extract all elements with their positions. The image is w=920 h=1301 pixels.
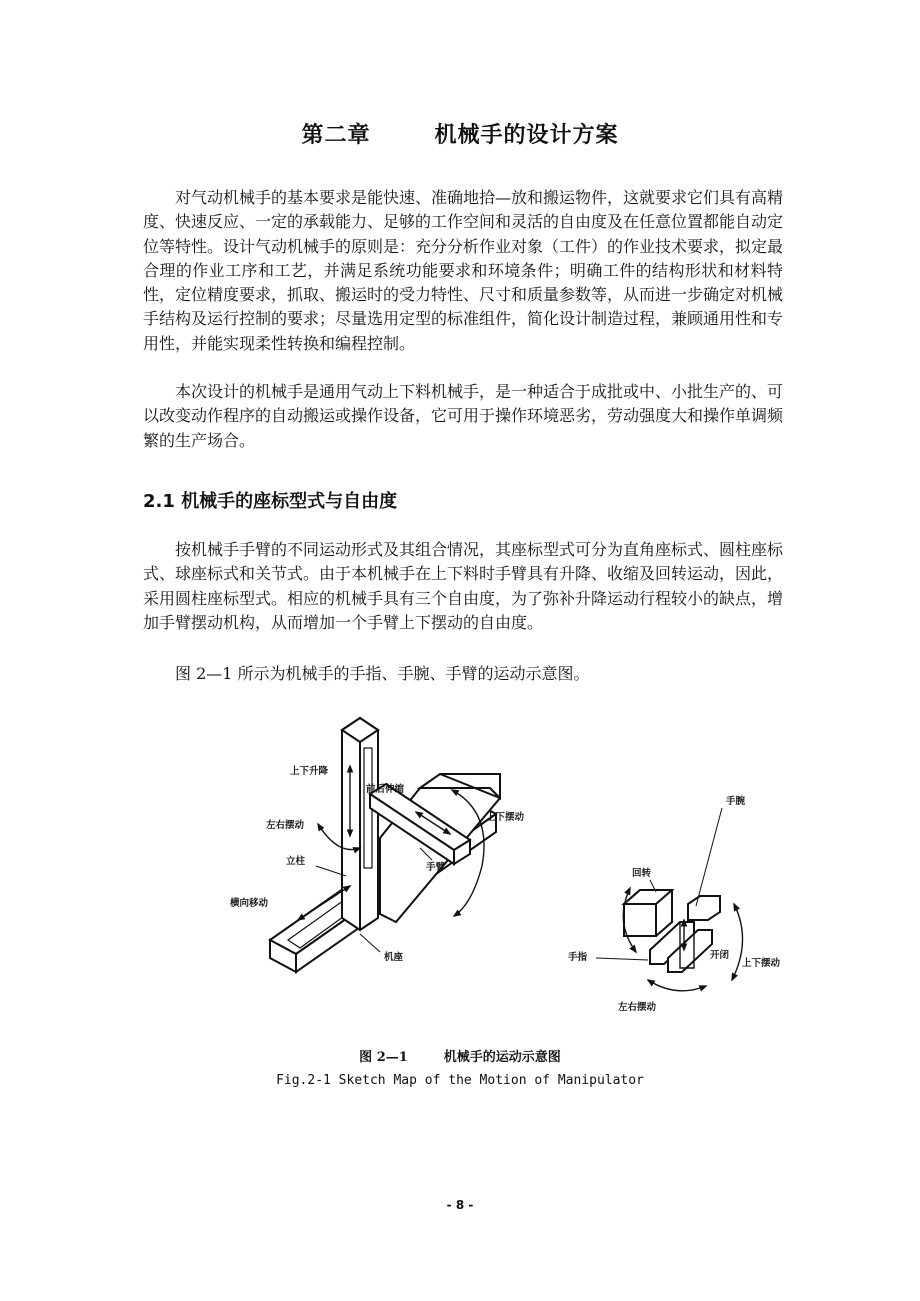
label-wrist: 手腕 <box>726 796 746 807</box>
figure-caption-cn <box>0 1046 920 1065</box>
label-lift: 上下升降 <box>290 766 329 777</box>
page-number: - 8 - <box>446 1198 474 1212</box>
motion-sketch-figure <box>200 708 820 1038</box>
figure-caption-en: Fig.2-1 Sketch Map of the Motion of Manipulator <box>276 1073 644 1088</box>
section-title: 2.1 机械手的座标型式与自由度 <box>143 491 398 512</box>
label-extend: 前后伸缩 <box>366 784 405 795</box>
intro-paragraph-2: 本次设计的机械手是通用气动上下料机械手，是一种适合于成批或中、小批生产的、可以改变动作程序的自动搬运或操作设备，它可用于操作环境恶劣，劳动强度大和操作单调频繁的生产场合。 <box>143 382 784 450</box>
label-swing-lr-left: 左右摆动 <box>266 820 305 831</box>
label-traverse: 横向移动 <box>230 898 269 909</box>
figure-number: 图 2—1 <box>359 1050 408 1065</box>
label-rotate: 回转 <box>632 868 652 879</box>
chapter-name: 机械手的设计方案 <box>434 123 619 148</box>
chapter-title <box>0 118 920 149</box>
label-swing-ud-right: 上下摆动 <box>742 958 781 969</box>
column <box>342 718 378 930</box>
section-paragraph-2: 图 2—1 所示为机械手的手指、手腕、手臂的运动示意图。 <box>175 664 590 683</box>
label-finger: 手指 <box>568 952 588 963</box>
section-paragraph-1: 按机械手手臂的不同运动形式及其组合情况，其座标型式可分为直角座标式、圆柱座标式、球座标式和关节式。由于本机械手在上下料时手臂具有升降、收缩及回转运动，因此，采用圆柱座标型式。相应的机械手具有三个自由度，为了弥补升降运动行程较小的缺点，增加手臂摆动机构，从而增加一个手臂上下摆动的自由度。 <box>143 540 784 632</box>
label-swing-ud-left: 上下摆动 <box>486 812 525 823</box>
label-open-close: 开闭 <box>710 950 730 961</box>
manipulator-sketch <box>200 708 820 1038</box>
label-swing-lr-right: 左右摆动 <box>618 1002 657 1013</box>
intro-paragraph-1: 对气动机械手的基本要求是能快速、准确地拾—放和搬运物件，这就要求它们具有高精度、快速反应、一定的承载能力、足够的工作空间和灵活的自由度及在任意位置都能自动定位等特性。设计气动机械手的原则是：充分分析作业对象（工件）的作业技术要求，拟定最合理的作业工序和工艺，并满足系统功能要求和环境条件；明确工件的结构形状和材料特性，定位精度要求，抓取、搬运时的受力特性、尺寸和质量参数等，从而进一步确定对机械手结构及运行控制的要求；尽量选用定型的标准组件，简化设计制造过程，兼顾通用性和专用性，并能实现柔性转换和编程控制。 <box>143 188 784 353</box>
figure-title-cn: 机械手的运动示意图 <box>443 1050 561 1065</box>
label-column: 立柱 <box>286 856 306 867</box>
label-arm: 手臂 <box>426 862 446 873</box>
chapter-number: 第二章 <box>301 123 371 148</box>
label-base: 机座 <box>384 952 404 963</box>
